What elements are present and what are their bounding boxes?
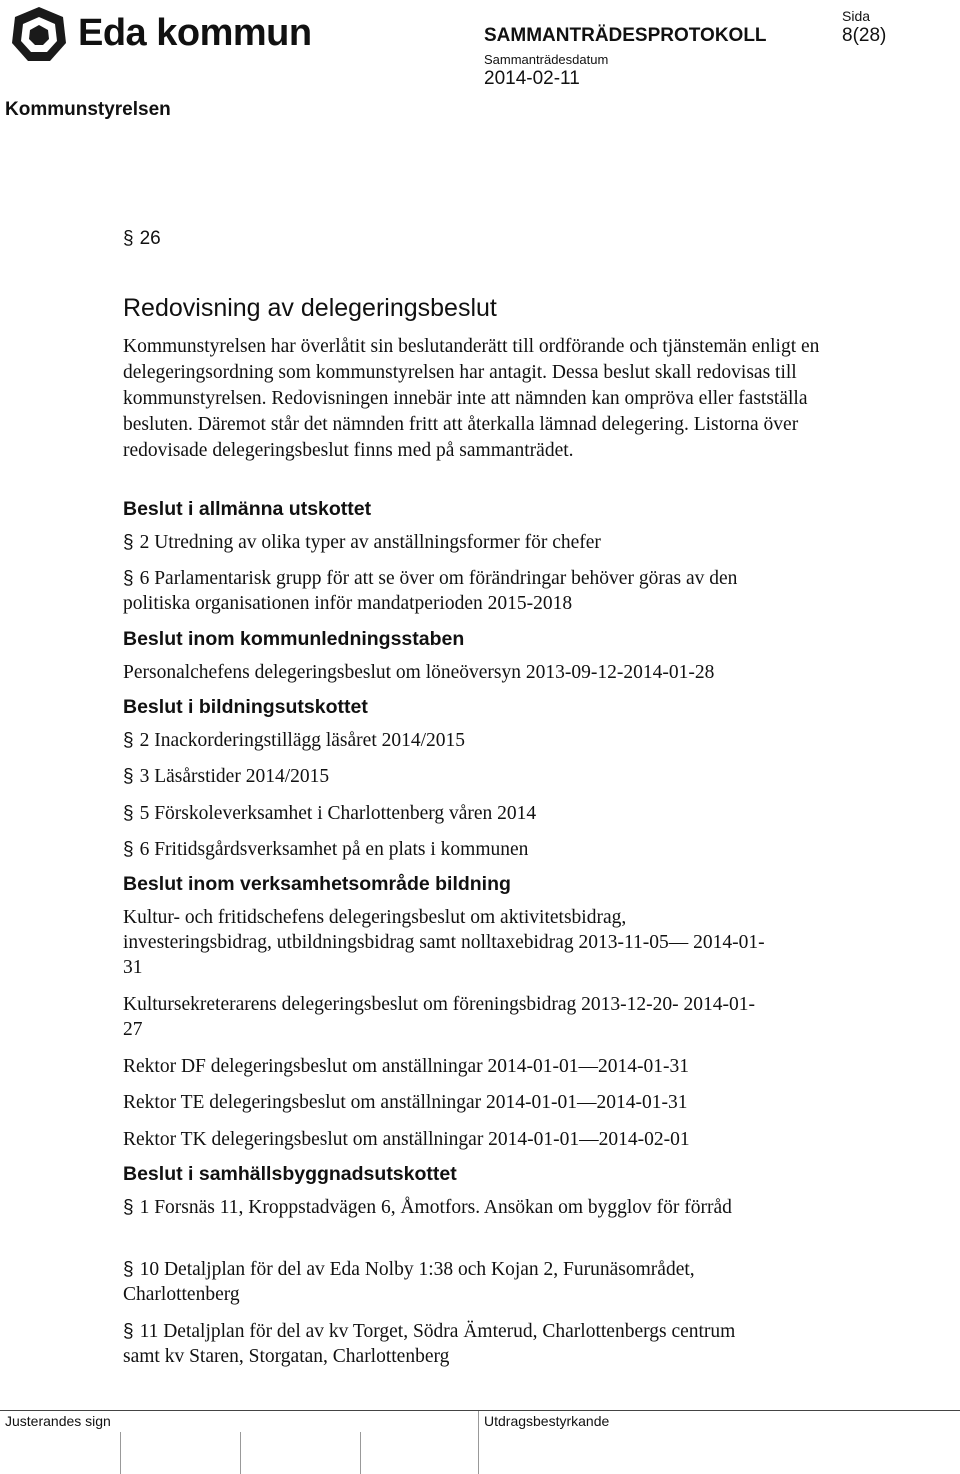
- paragraph-mark: §: [123, 1321, 134, 1342]
- heading-verksamhetsomrade-bildning: Beslut inom verksamhetsområde bildning: [123, 873, 511, 895]
- signature-box-divider: [240, 1432, 241, 1474]
- section-number: [123, 228, 161, 250]
- paragraph-mark: §: [123, 730, 134, 751]
- list-item: § 6 Parlamentarisk grupp för att se över om förändringar behöver göras av den politiska organisationen inför mandatperioden 2015-2018: [123, 568, 738, 614]
- list-item: § 2 Utredning av olika typer av anställningsformer för chefer: [123, 532, 601, 553]
- list-item: § 1 Forsnäs 11, Kroppstadvägen 6, Åmotfors. Ansökan om bygglov för förråd: [123, 1197, 732, 1218]
- municipality-logo-icon: [10, 5, 68, 63]
- footer-signature-label: Justerandes sign: [5, 1413, 111, 1429]
- list-item: Kultur- och fritidschefens delegeringsbeslut om aktivitetsbidrag, investeringsbidrag, utbildningsbidrag samt nolltaxebidrag 2013-11-05— 2014-01-31: [123, 907, 765, 978]
- list-item: Rektor TK delegeringsbeslut om anställningar 2014-01-01—2014-02-01: [123, 1129, 690, 1150]
- list-item: § 10 Detaljplan för del av Eda Nolby 1:38 och Kojan 2, Furunäsområdet, Charlottenberg: [123, 1259, 695, 1305]
- paragraph-mark: §: [123, 532, 134, 553]
- paragraph-mark: §: [123, 766, 134, 787]
- page-label: Sida: [842, 8, 871, 24]
- section-number-value: 26: [139, 228, 161, 249]
- heading-bildningsutskottet: Beslut i bildningsutskottet: [123, 696, 368, 718]
- meeting-date: 2014-02-11: [484, 68, 580, 89]
- heading-kommunledningsstaben: Beslut inom kommunledningsstaben: [123, 628, 465, 650]
- page-title: Redovisning av delegeringsbeslut: [123, 294, 497, 322]
- intro-paragraph: Kommunstyrelsen har överlåtit sin beslutanderätt till ordförande och tjänstemän enligt en delegeringsordning som kommunstyrelsen har antagit. Dessa beslut skall redovisas till kommunstyrelsen. Redovisningen innebär inte att nämnden kan ompröva eller fastställa besluten. Däremot står det nämnden fritt att återkalla lämnad delegering. Listorna över redovisade delegeringsbeslut finns med på sammanträdet.: [123, 336, 820, 461]
- paragraph-mark: §: [123, 1197, 134, 1218]
- list-item: Rektor DF delegeringsbeslut om anställningar 2014-01-01—2014-01-31: [123, 1056, 689, 1077]
- paragraph-mark: §: [123, 1259, 134, 1280]
- footer-extract-label: Utdragsbestyrkande: [484, 1413, 610, 1429]
- paragraph-mark: §: [123, 228, 134, 249]
- logo-text: Eda kommun: [78, 12, 312, 54]
- footer-divider: [0, 1410, 960, 1411]
- signature-box-divider: [120, 1432, 121, 1474]
- list-item: § 5 Förskoleverksamhet i Charlottenberg våren 2014: [123, 803, 537, 824]
- list-item: § 2 Inackorderingstillägg läsåret 2014/2015: [123, 730, 466, 751]
- meeting-date-label: Sammanträdesdatum: [484, 52, 609, 67]
- list-item: § 3 Läsårstider 2014/2015: [123, 766, 330, 787]
- paragraph-mark: §: [123, 803, 134, 824]
- list-item: § 6 Fritidsgårdsverksamhet på en plats i kommunen: [123, 839, 529, 860]
- footer-column-divider: [478, 1411, 479, 1474]
- heading-allmanna-utskottet: Beslut i allmänna utskottet: [123, 498, 372, 520]
- signature-box-divider: [360, 1432, 361, 1474]
- list-item: Personalchefens delegeringsbeslut om löneöversyn 2013-09-12-2014-01-28: [123, 662, 715, 683]
- paragraph-mark: §: [123, 839, 134, 860]
- department-name: Kommunstyrelsen: [5, 99, 171, 120]
- list-item: Rektor TE delegeringsbeslut om anställningar 2014-01-01—2014-01-31: [123, 1092, 688, 1113]
- document-title: SAMMANTRÄDESPROTOKOLL: [484, 25, 767, 46]
- list-item: § 11 Detaljplan för del av kv Torget, Södra Ämterud, Charlottenbergs centrum samt kv Staren, Storgatan, Charlottenberg: [123, 1321, 736, 1367]
- list-item: Kultursekreterarens delegeringsbeslut om föreningsbidrag 2013-12-20- 2014-01-27: [123, 994, 755, 1040]
- paragraph-mark: §: [123, 568, 134, 589]
- heading-samhallsbyggnadsutskottet: Beslut i samhällsbyggnadsutskottet: [123, 1163, 457, 1185]
- page-number: 8(28): [842, 25, 887, 46]
